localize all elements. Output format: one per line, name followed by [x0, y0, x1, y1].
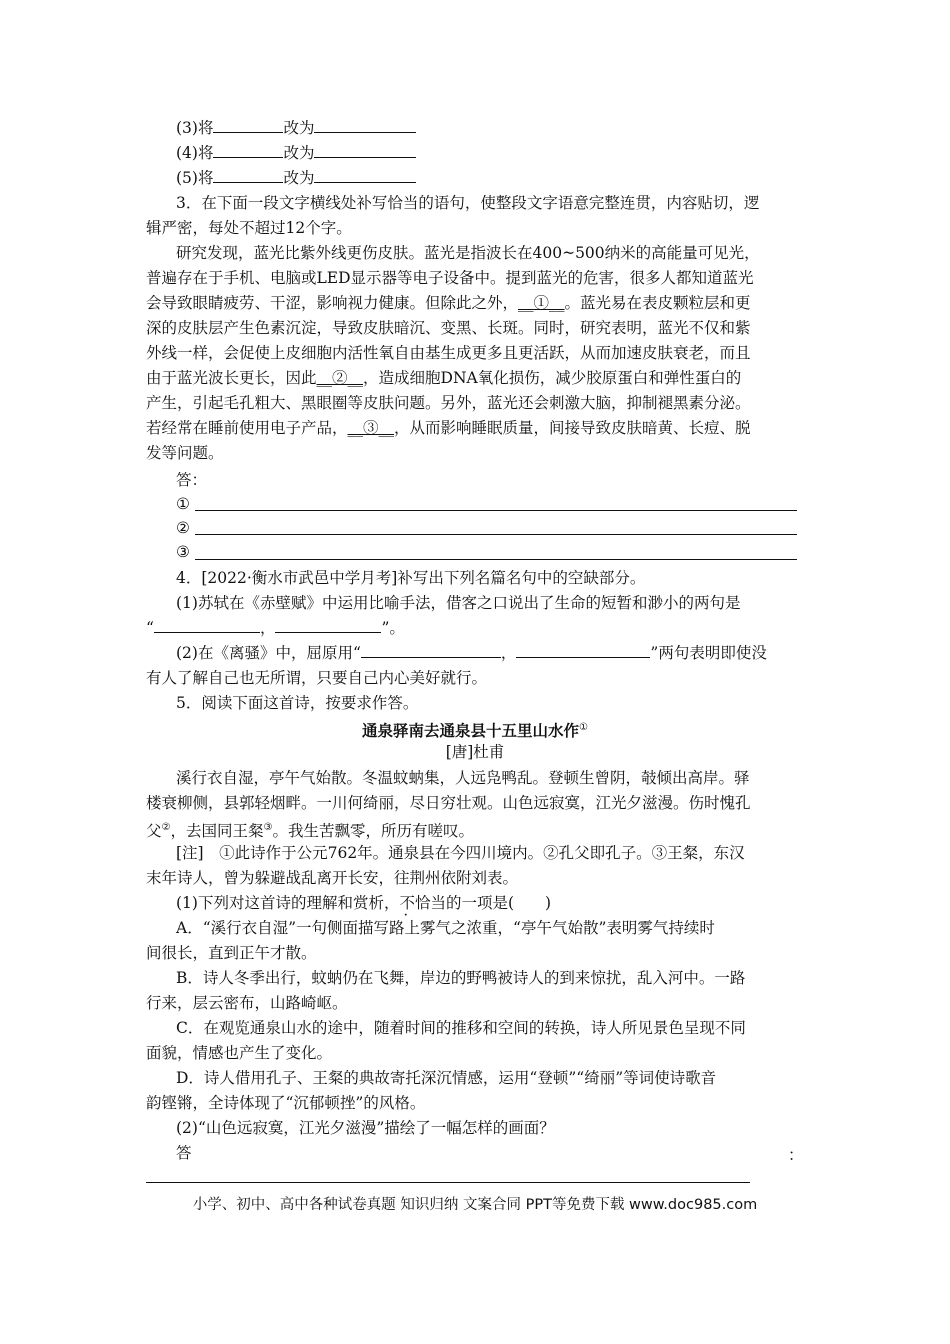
poem-line-1: 溪行衣自湿，亭午气始散。冬温蚊蚋集，人远凫鸭乱。登顿生曾阴，攲倾出高岸。驿 — [176, 769, 750, 787]
q3-passage-text: ，从而影响睡眠质量，间接导致皮肤暗黄、长痘、脱 — [394, 419, 751, 437]
q3-passage-line-2: 普遍存在于手机、电脑或LED显示器等电子设备中。提到蓝光的危害，很多人都知道蓝光 — [146, 269, 754, 287]
q2-item-5-label: (5)将 — [176, 169, 214, 187]
option-a-line-1: A．“溪行衣自湿”一句侧面描写路上雾气之浓重，“亭午气始散”表明雾气持续时 — [176, 919, 715, 937]
q3-passage-text: 会导致眼睛疲劳、干涩，影响视力健康。但除此之外， — [146, 294, 519, 312]
poem-note-ref-3: ③ — [263, 822, 273, 833]
option-b-line-2: 行来，层云密布，山路崎岖。 — [146, 994, 348, 1012]
q2-item-4 — [176, 141, 416, 165]
option-d-line-2: 韵铿锵，全诗体现了“沉郁顿挫”的风格。 — [146, 1094, 426, 1112]
q4-blank-4 — [516, 641, 650, 658]
q4-blank-1 — [154, 616, 260, 633]
q3-passage-line-6 — [146, 366, 741, 390]
q3-blank-1: __①__ — [518, 294, 565, 312]
q3-passage-line-8 — [146, 416, 751, 440]
q4-sub2-line-1 — [176, 641, 767, 665]
q2-item-3-mid: 改为 — [283, 119, 315, 137]
q3-passage-line-9: 发等问题。 — [146, 444, 224, 462]
q3-answer-label: 答： — [176, 471, 208, 489]
option-c-line-1: C．在观览通泉山水的途中，随着时间的推移和空间的转换，诗人所见景色呈现不同 — [176, 1019, 746, 1037]
q5-sub1: (1)下列对这首诗的理解和赏析，不恰当的一项是( ) — [176, 894, 552, 912]
poem-note-line-1: [注] ①此诗作于公元762年。通泉县在今四川境内。②孔父即孔子。③王粲，东汉 — [176, 844, 745, 862]
q3-answer-mark-3: ③ — [176, 543, 190, 561]
q3-passage-line-4: 深的皮肤层产生色素沉淀，导致皮肤暗沉、变黑、长斑。同时，研究表明，蓝光不仅和紫 — [146, 319, 751, 337]
option-b-line-1: B．诗人冬季出行，蚊蚋仍在飞舞，岸边的野鸭被诗人的到来惊扰，乱入河中。一路 — [176, 969, 746, 987]
poem-title-text: 通泉驿南去通泉县十五里山水作 — [362, 721, 580, 741]
q3-stem-line-2: 辑严密，每处不超过12个字。 — [146, 219, 352, 237]
q3-answer-mark-1: ① — [176, 495, 190, 513]
q3-passage-text: ，造成细胞DNA氧化损伤，减少胶原蛋白和弹性蛋白的 — [363, 369, 742, 387]
poem-line-2: 楼衰柳侧，县郭轻烟畔。一川何绮丽，尽日穷壮观。山色远寂寞，江光夕滋漫。伤时愧孔 — [146, 794, 751, 812]
poem-author: [唐]杜甫 — [445, 743, 505, 761]
q2-item-4-blank-b — [314, 141, 416, 158]
q4-blank-3 — [361, 641, 501, 658]
q4-stem: 4．[2022·衡水市武邑中学月考]补写出下列名篇名句中的空缺部分。 — [176, 569, 646, 587]
q3-answer-line-3 — [195, 559, 797, 560]
q3-answer-line-1 — [195, 510, 797, 511]
poem-text: 父 — [146, 822, 162, 841]
option-d-line-1: D．诗人借用孔子、王粲的典故寄托深沉情感，运用“登顿”“绮丽”等词使诗歌音 — [176, 1069, 717, 1087]
poem-line-3 — [146, 816, 474, 843]
option-c-line-2: 面貌，情感也产生了变化。 — [146, 1044, 333, 1062]
q3-passage-line-1: 研究发现，蓝光比紫外线更伤皮肤。蓝光是指波长在400~500纳米的高能量可见光， — [176, 244, 760, 262]
q3-passage-line-5: 外线一样，会促使上皮细胞内活性氧自由基生成更多且更活跃，从而加速皮肤衰老，而且 — [146, 344, 751, 362]
q2-item-4-mid: 改为 — [283, 144, 315, 162]
poem-note-ref-2: ② — [161, 822, 171, 833]
q4-sub2-text: (2)在《离骚》中，屈原用“ — [176, 644, 361, 662]
emphasis-dot: · — [404, 910, 408, 921]
q4-sub1-line-2 — [146, 616, 405, 640]
q3-answer-line-2 — [195, 534, 797, 535]
q3-blank-2: __②__ — [316, 369, 364, 387]
footer-divider — [146, 1182, 750, 1183]
poem-note-line-2: 末年诗人，曾为躲避战乱离开长安，往荆州依附刘表。 — [146, 869, 519, 887]
q3-passage-line-3 — [146, 291, 751, 315]
option-a-line-2: 间很长，直到正午才散。 — [146, 944, 317, 962]
q4-sub2-text: ”两句表明即使没 — [650, 644, 767, 662]
q2-item-4-label: (4)将 — [176, 144, 214, 162]
q4-comma: ， — [500, 644, 517, 662]
q4-comma: ， — [259, 619, 276, 637]
q2-item-3 — [176, 116, 416, 140]
q2-item-3-blank-a — [213, 116, 283, 133]
q3-passage-text: 。蓝光易在表皮颗粒层和更 — [564, 294, 751, 312]
q2-item-5 — [176, 166, 416, 190]
q5-answer-label: 答 — [176, 1144, 192, 1162]
poem-text: ，去国同王粲 — [170, 822, 264, 841]
q4-quote-close: ”。 — [381, 619, 405, 637]
q2-item-5-blank-a — [213, 166, 283, 183]
q4-sub1-line-1: (1)苏轼在《赤壁赋》中运用比喻手法，借客之口说出了生命的短暂和渺小的两句是 — [176, 594, 741, 612]
q2-item-5-mid: 改为 — [283, 169, 315, 187]
q3-blank-3: __③__ — [347, 419, 395, 437]
q5-sub2: (2)“山色远寂寞，江光夕滋漫”描绘了一幅怎样的画面？ — [176, 1119, 555, 1137]
q3-passage-text: 若经常在睡前使用电子产品， — [146, 419, 348, 437]
q4-quote-open: “ — [146, 619, 154, 637]
q2-item-4-blank-a — [213, 141, 283, 158]
q3-passage-text: 由于蓝光波长更长，因此 — [146, 369, 317, 387]
q3-stem-line-1: 3．在下面一段文字横线处补写恰当的语句，使整段文字语意完整连贯，内容贴切，逻 — [176, 194, 760, 212]
poem-title-note: ① — [579, 722, 588, 733]
poem-text: 。我生苦飘零，所历有嗟叹。 — [272, 822, 474, 841]
q4-sub2-line-2: 有人了解自己也无所谓，只要自己内心美好就行。 — [146, 669, 488, 687]
q2-item-5-blank-b — [314, 166, 416, 183]
q2-item-3-label: (3)将 — [176, 119, 214, 137]
footer-text: 小学、初中、高中各种试卷真题 知识归纳 文案合同 PPT等免费下载 www.doc985.com — [192, 1197, 758, 1213]
q3-answer-mark-2: ② — [176, 519, 190, 537]
q3-passage-line-7: 产生，引起毛孔粗大、黑眼圈等皮肤问题。另外，蓝光还会刺激大脑，抑制褪黑素分泌。 — [146, 394, 751, 412]
q2-item-3-blank-b — [314, 116, 416, 133]
q5-answer-colon: ： — [788, 1146, 804, 1164]
q5-stem: 5．阅读下面这首诗，按要求作答。 — [176, 694, 419, 712]
q4-blank-2 — [275, 616, 381, 633]
